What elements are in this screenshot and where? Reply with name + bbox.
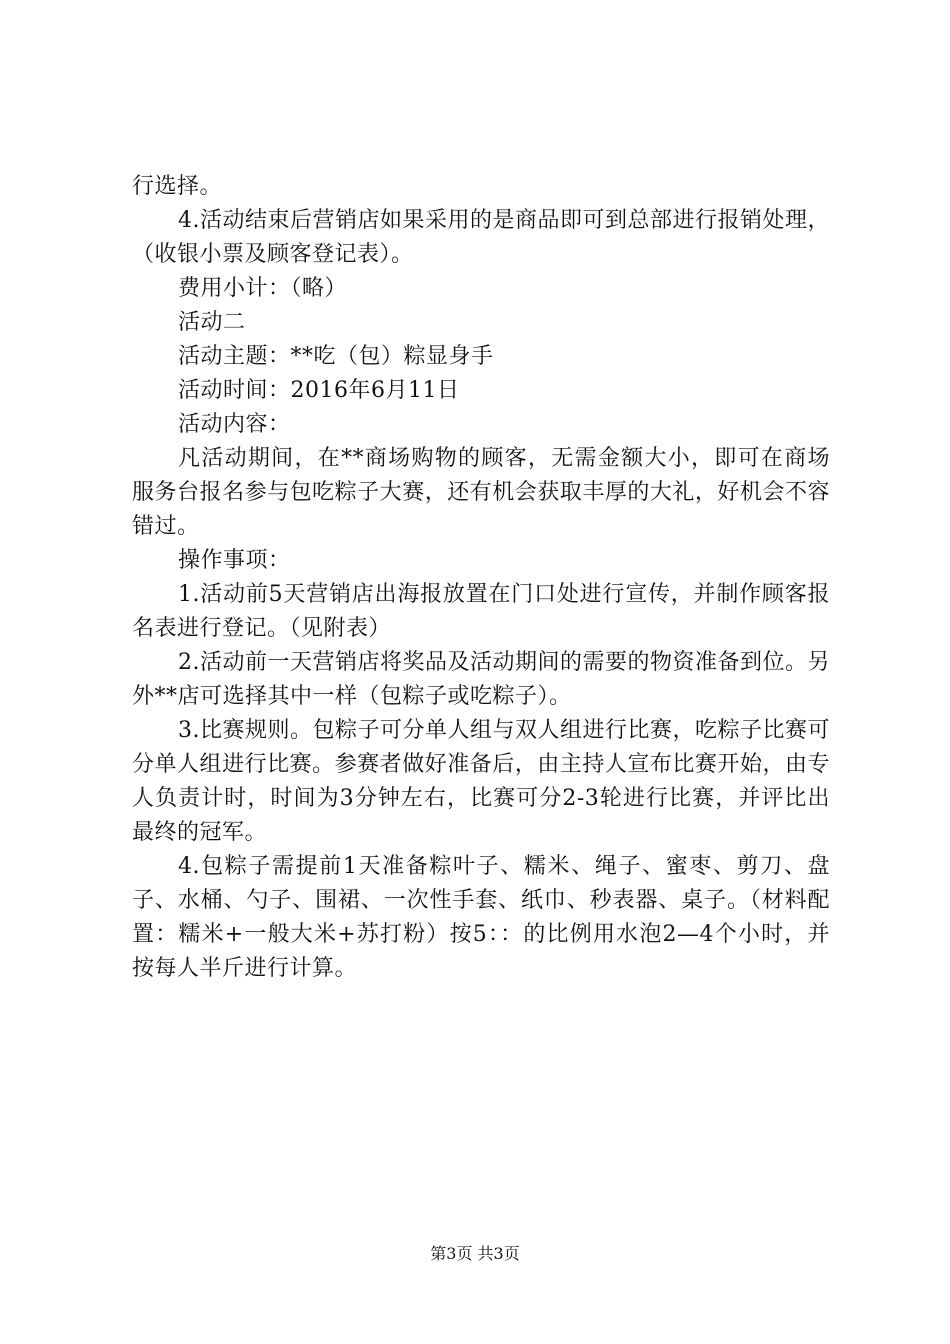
paragraph: 2.活动前一天营销店将奖品及活动期间的需要的物资准备到位。另外**店可选择其中一样（包粽子或吃粽子）。 xyxy=(132,650,830,709)
paragraph: 费用小计：（略） xyxy=(178,276,348,301)
document-body xyxy=(132,170,830,986)
paragraph: 活动主题：**吃（包）粽显身手 xyxy=(178,344,494,369)
paragraph: 活动时间：2016年6月11日 xyxy=(178,378,460,403)
paragraph: 活动内容： xyxy=(178,412,291,437)
paragraph: 1.活动前5天营销店出海报放置在门口处进行宣传，并制作顾客报名表进行登记。（见附表） xyxy=(132,582,830,641)
paragraph: 凡活动期间，在**商场购物的顾客，无需金额大小，即可在商场服务台报名参与包吃粽子大赛，还有机会获取丰厚的大礼，好机会不容错过。 xyxy=(132,446,830,539)
paragraph: 操作事项： xyxy=(178,548,291,573)
page-footer: 第3页 共3页 xyxy=(430,1244,520,1263)
section-heading: 活动二 xyxy=(178,310,246,335)
paragraph: 3.比赛规则。包粽子可分单人组与双人组进行比赛，吃粽子比赛可分单人组进行比赛。参赛者做好准备后，由主持人宣布比赛开始，由专人负责计时，时间为3分钟左右，比赛可分2-3轮进行比赛，并评比出最终的冠军。 xyxy=(132,718,830,845)
paragraph: 行选择。 xyxy=(132,174,223,199)
paragraph: 4.包粽子需提前1天准备粽叶子、糯米、绳子、蜜枣、剪刀、盘子、水桶、勺子、围裙、一次性手套、纸巾、秒表器、桌子。（材料配置：糯米+一般大米+苏打粉）按5：：的比例用水泡2—4个小时，并按每人半斤进行计算。 xyxy=(132,854,830,981)
paragraph: 4.活动结束后营销店如果采用的是商品即可到总部进行报销处理，（收银小票及顾客登记表）。 xyxy=(132,208,830,267)
